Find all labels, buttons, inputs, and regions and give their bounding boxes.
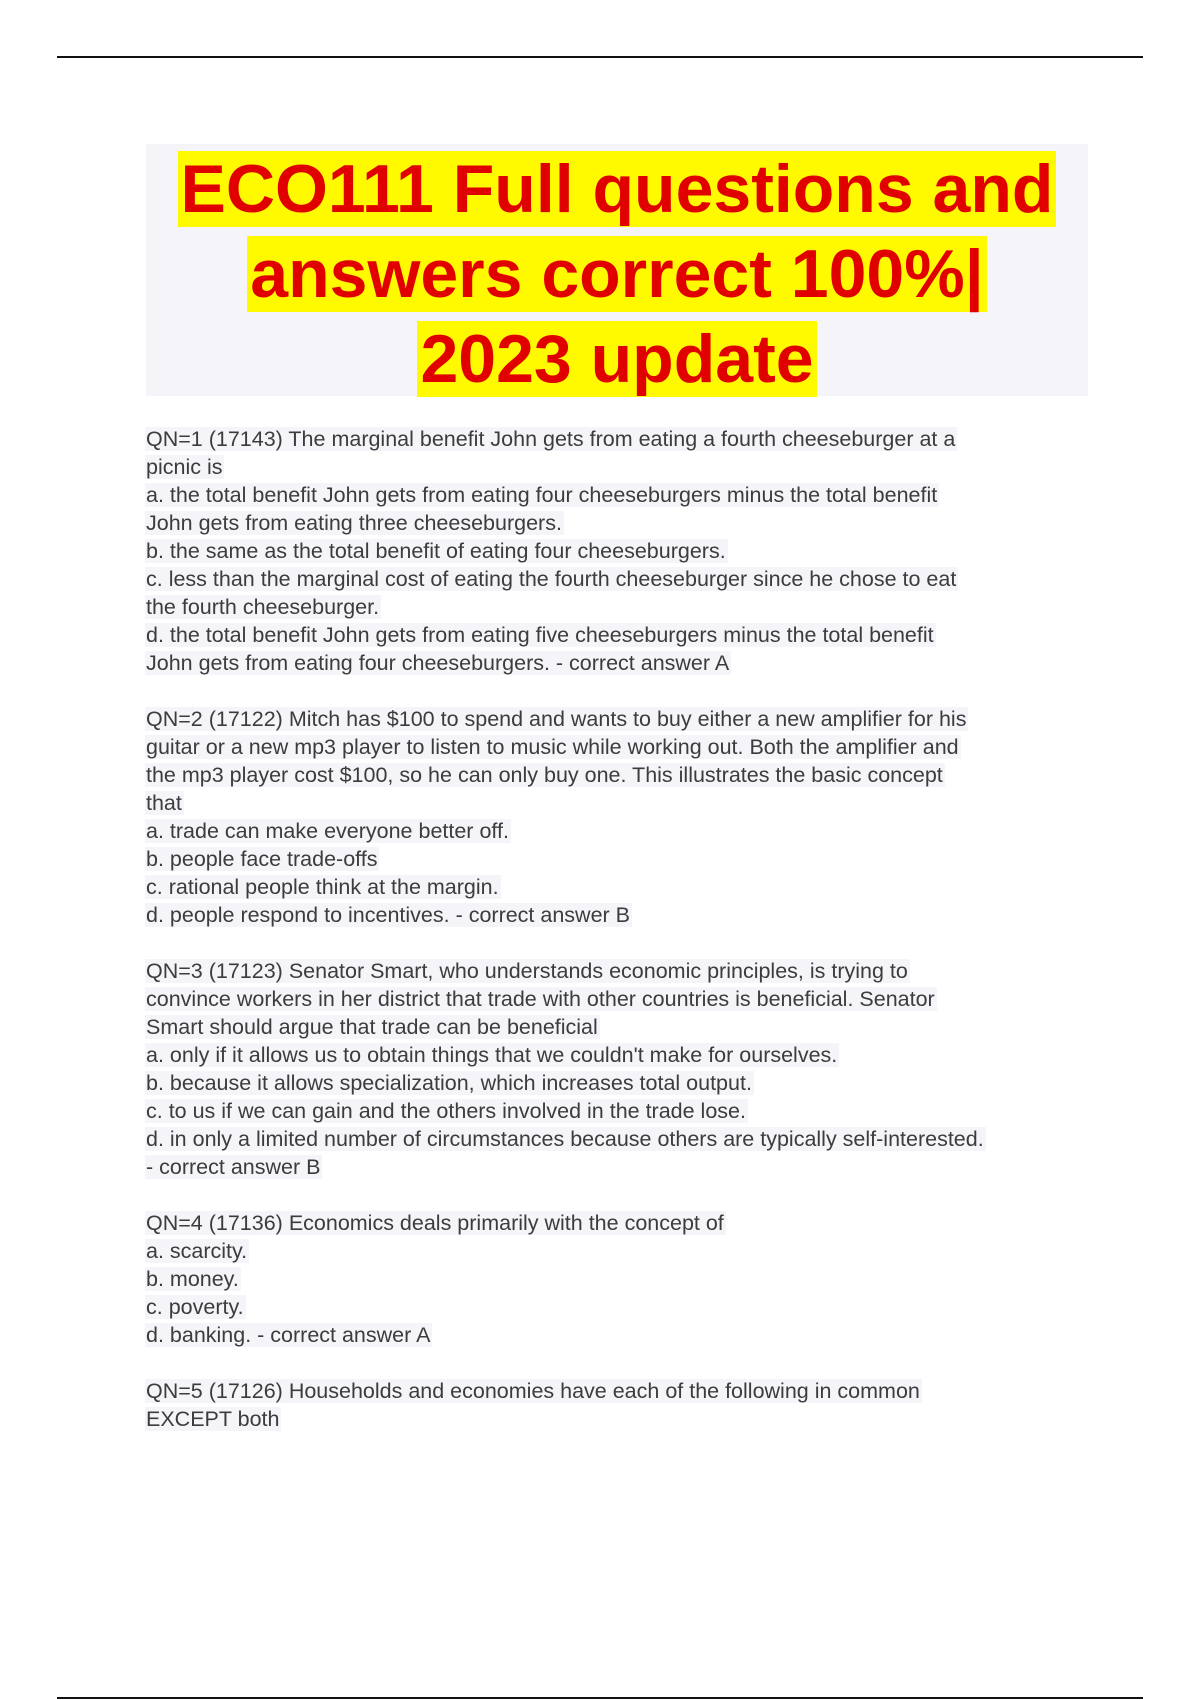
answer-line: John gets from eating four cheeseburgers. - correct answer A: [146, 651, 730, 675]
question-line: Smart should argue that trade can be beneficial: [146, 1015, 598, 1039]
question-line: guitar or a new mp3 player to listen to music while working out. Both the amplifier and: [146, 735, 959, 759]
question-line: EXCEPT both: [146, 1407, 280, 1431]
question-line: QN=3 (17123) Senator Smart, who understands economic principles, is trying to: [146, 959, 908, 983]
answer-line: d. people respond to incentives. - correct answer B: [146, 903, 631, 927]
question-line: QN=2 (17122) Mitch has $100 to spend and wants to buy either a new amplifier for his: [146, 707, 967, 731]
title-line-2: answers correct 100%|: [247, 236, 986, 312]
question-2: [145, 705, 1095, 929]
document-title: [146, 144, 1088, 402]
option-line: d. in only a limited number of circumstances because others are typically self-interested.: [146, 1127, 984, 1151]
option-line: c. to us if we can gain and the others involved in the trade lose.: [146, 1099, 746, 1123]
question-5: [145, 1377, 1095, 1433]
option-line: b. because it allows specialization, which increases total output.: [146, 1071, 752, 1095]
option-line: c. less than the marginal cost of eating the fourth cheeseburger since he chose to eat: [146, 567, 957, 591]
question-4: [145, 1209, 1095, 1349]
answer-line: d. banking. - correct answer A: [146, 1323, 431, 1347]
option-line: c. poverty.: [146, 1295, 244, 1319]
question-line: that: [146, 791, 182, 815]
option-line: the fourth cheeseburger.: [146, 595, 380, 619]
title-line-3: 2023 update: [417, 321, 816, 397]
question-line: QN=1 (17143) The marginal benefit John gets from eating a fourth cheeseburger at a: [146, 427, 956, 451]
option-line: a. only if it allows us to obtain things that we couldn't make for ourselves.: [146, 1043, 838, 1067]
question-line: QN=4 (17136) Economics deals primarily with the concept of: [146, 1211, 724, 1235]
answer-line: - correct answer B: [146, 1155, 321, 1179]
questions-list: [145, 425, 1095, 1461]
option-line: d. the total benefit John gets from eating five cheeseburgers minus the total benefit: [146, 623, 934, 647]
question-line: convince workers in her district that trade with other countries is beneficial. Senator: [146, 987, 935, 1011]
title-line-1: ECO111 Full questions and: [178, 151, 1057, 227]
title-block: [146, 144, 1088, 396]
bottom-rule: [57, 1697, 1143, 1699]
option-line: c. rational people think at the margin.: [146, 875, 499, 899]
question-1: [145, 425, 1095, 677]
option-line: b. the same as the total benefit of eating four cheeseburgers.: [146, 539, 726, 563]
option-line: a. scarcity.: [146, 1239, 248, 1263]
option-line: a. the total benefit John gets from eating four cheeseburgers minus the total benefit: [146, 483, 938, 507]
question-3: [145, 957, 1095, 1181]
option-line: John gets from eating three cheeseburgers.: [146, 511, 562, 535]
question-line: picnic is: [146, 455, 223, 479]
question-line: QN=5 (17126) Households and economies have each of the following in common: [146, 1379, 920, 1403]
top-rule: [57, 56, 1143, 58]
option-line: b. people face trade-offs: [146, 847, 378, 871]
option-line: a. trade can make everyone better off.: [146, 819, 509, 843]
question-line: the mp3 player cost $100, so he can only buy one. This illustrates the basic concept: [146, 763, 943, 787]
option-line: b. money.: [146, 1267, 239, 1291]
